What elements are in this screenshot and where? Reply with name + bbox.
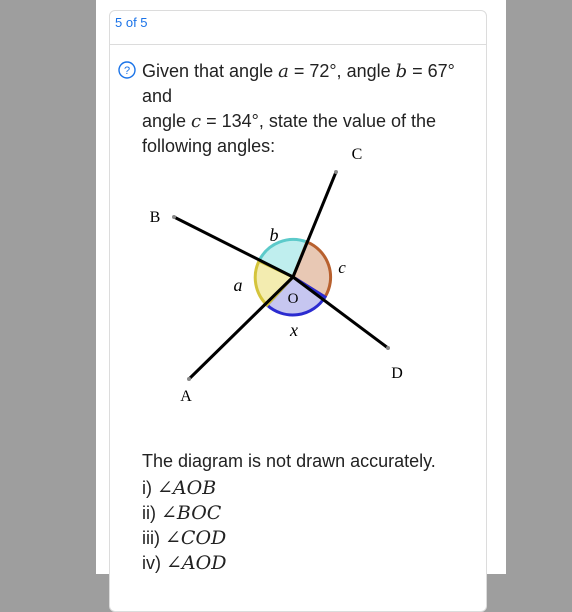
label-point-a: A (180, 388, 192, 405)
label-angle-a: a (233, 275, 243, 295)
sub-question: iii) ∠COD (142, 527, 227, 549)
sub-question: ii) ∠BOC (142, 502, 222, 524)
label-angle-b: b (269, 225, 279, 245)
label-point-b: B (149, 209, 161, 226)
angle-diagram (1, 1, 403, 441)
endpoint-d (386, 346, 390, 350)
endpoint-a (187, 377, 191, 381)
var-c: c (191, 111, 202, 132)
var-a: a (278, 61, 289, 82)
var-b: b (395, 61, 408, 82)
progress-indicator: 5 of 5 (115, 15, 148, 30)
page-sheet (96, 0, 506, 574)
svg-text:?: ? (123, 65, 131, 77)
endpoint-c (334, 170, 338, 174)
question-text: Given that angle a = 72°, angle b = 67° and angle c = 134°, state the value of the following angles: (142, 61, 455, 156)
sub-question: i) ∠AOB (142, 477, 217, 499)
accuracy-note: The diagram is not drawn accurately. (142, 451, 436, 471)
label-angle-x: x (290, 320, 298, 340)
sub-question-list (142, 476, 226, 576)
endpoint-b (172, 215, 176, 219)
label-point-c: C (351, 146, 363, 163)
question-card (109, 10, 487, 612)
label-angle-c: c (338, 258, 346, 277)
sub-question: iv) ∠AOD (142, 552, 227, 574)
label-point-d: D (391, 365, 403, 382)
label-point-o: O (287, 291, 299, 307)
